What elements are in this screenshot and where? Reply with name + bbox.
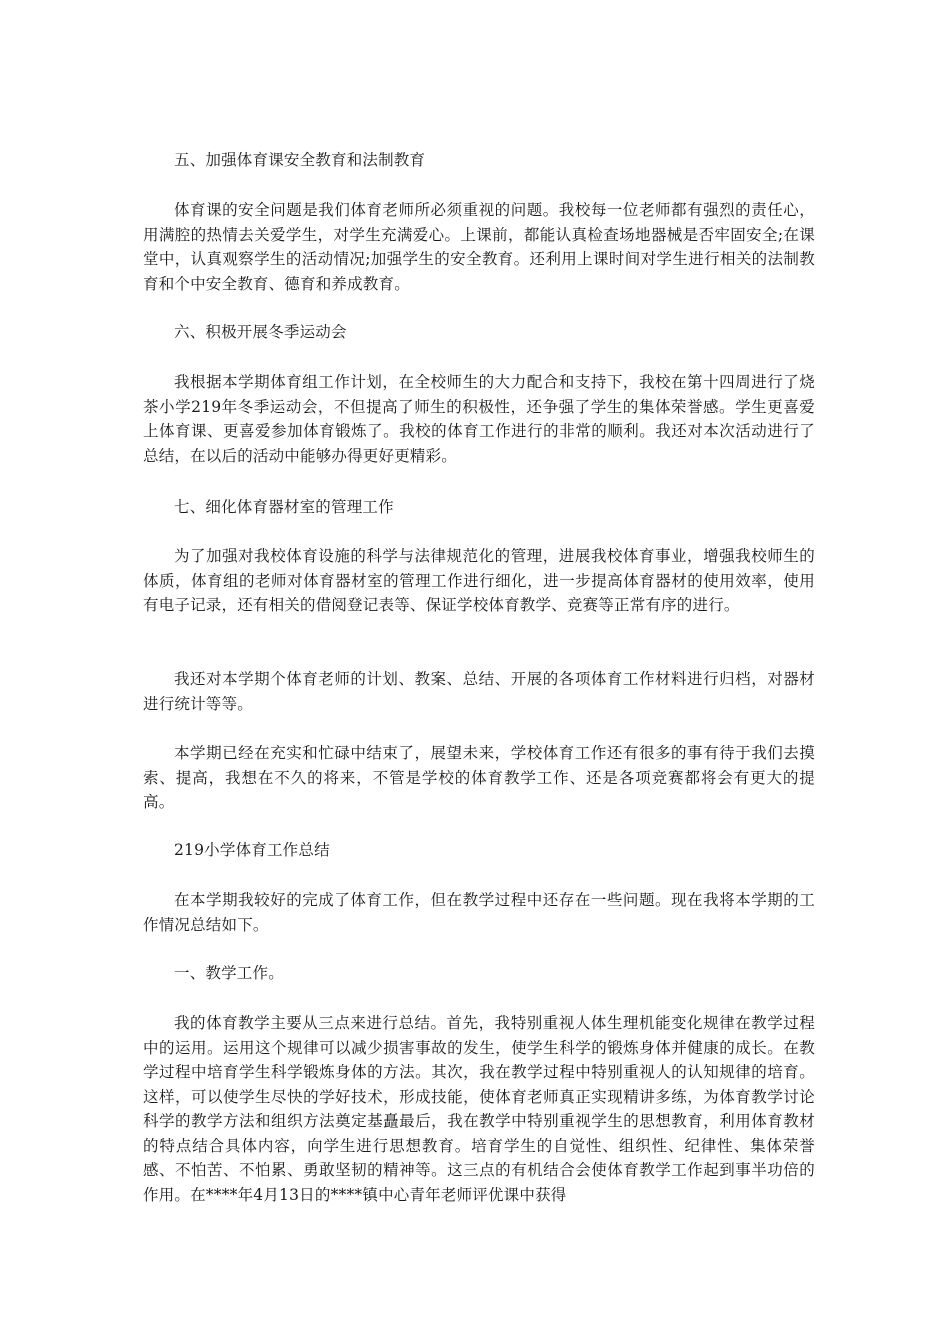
paragraph-outlook: 本学期已经在充实和忙碌中结束了，展望未来，学校体育工作还有很多的事有待于我们去摸索、提高，我想在不久的将来，不管是学校的体育教学工作、还是各项竞赛都将会有更大的提高。 (143, 744, 815, 811)
paragraph-teaching: 我的体育教学主要从三点来进行总结。首先，我特别重视人体生理机能变化规律在教学过程中的运用。运用这个规律可以减少损害事故的发生，使学生科学的锻炼身体并健康的成长。在教学过程中培育学生科学锻炼身体的方法。其次，我在教学过程中特别重视人的认知规律的培育。这样，可以使学生尽快的学好技术，形成技能，使体育老师真正实现精讲多练，为体育教学讨论科学的教学方法和组织方法奠定基矗最后，我在教学中特别重视学生的思想教育，利用体育教材的特点结合具体内容，向学生进行思想教育。培育学生的自觉性、组织性、纪律性、集体荣誉感、不怕苦、不怕累、勇敢坚韧的精神等。这三点的有机结合会使体育教学工作起到事半功倍的作用。在****年4月13日的****镇中心青年老师评优课中获得 (143, 1014, 815, 1204)
paragraph-intro: 在本学期我较好的完成了体育工作，但在教学过程中还存在一些问题。现在我将本学期的工作情况总结如下。 (143, 891, 815, 934)
paragraph-archiving: 我还对本学期个体育老师的计划、教案、总结、开展的各项体育工作材料进行归档，对器材进行统计等等。 (143, 670, 815, 713)
section-heading-equipment: 七、细化体育器材室的管理工作 (174, 498, 394, 516)
paragraph-equipment: 为了加强对我校体育设施的科学与法律规范化的管理，进展我校体育事业，增强我校师生的体质，体育组的老师对体育器材室的管理工作进行细化，进一步提高体育器材的使用效率，使用有电子记录，还有相关的借阅登记表等、保证学校体育教学、竞赛等正常有序的进行。 (143, 547, 815, 614)
paragraph-sports-meet: 我根据本学期体育组工作计划，在全校师生的大力配合和支持下，我校在第十四周进行了烧茶小学219年冬季运动会，不但提高了师生的积极性，还争强了学生的集体荣誉感。学生更喜爱上体育课、更喜爱参加体育锻炼了。我校的体育工作进行的非常的顺利。我还对本次活动进行了总结，在以后的活动中能够办得更好更精彩。 (143, 373, 815, 465)
document-subtitle: 219小学体育工作总结 (174, 841, 330, 859)
section-heading-safety: 五、加强体育课安全教育和法制教育 (174, 151, 426, 169)
paragraph-safety: 体育课的安全问题是我们体育老师所必须重视的问题。我校每一位老师都有强烈的责任心，用满腔的热情去关爱学生，对学生充满爱心。上课前，都能认真检查场地器械是否牢固安全;在课堂中，认真观察学生的活动情况;加强学生的安全教育。还利用上课时间对学生进行相关的法制教育和个中安全教育、德育和养成教育。 (143, 201, 815, 293)
section-heading-sports-meet: 六、积极开展冬季运动会 (174, 323, 347, 341)
section-heading-teaching: 一、教学工作。 (174, 964, 284, 982)
